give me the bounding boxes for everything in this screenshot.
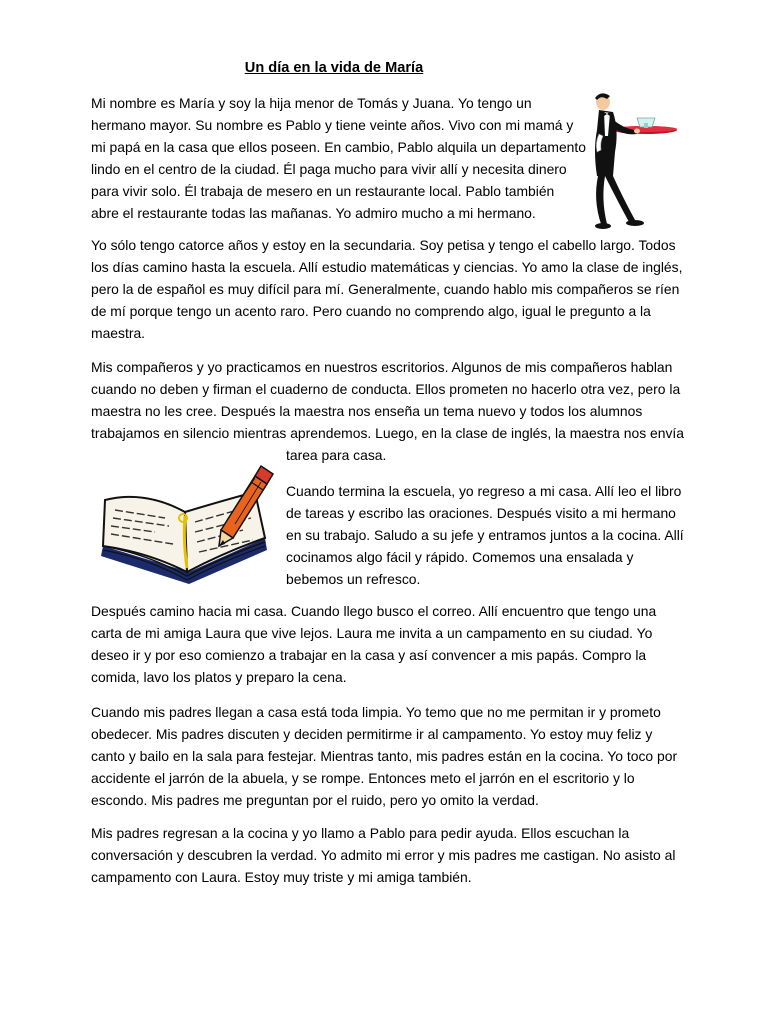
text-line: cuando no deben y firman el cuaderno de conducta. Ellos prometen no hacerlo otra vez, pero la xyxy=(91,381,681,397)
text-line: Mi nombre es María y soy la hija menor de Tomás y Juana. Yo tengo un xyxy=(91,95,532,111)
paragraph-3 xyxy=(91,356,684,466)
text-line: pero la de español es muy difícil para mí. Generalmente, cuando hablo mis compañeros se ríen xyxy=(91,281,680,297)
text-line: abre el restaurante todas las mañanas. Yo admiro mucho a mi hermano. xyxy=(91,205,536,221)
text-line: obedecer. Mis padres discuten y deciden permitirme ir al campamento. Yo estoy muy feliz y xyxy=(91,726,653,742)
paragraph-6 xyxy=(91,701,677,811)
paragraph-7 xyxy=(91,822,675,888)
text-line: Mis padres regresan a la cocina y yo llamo a Pablo para pedir ayuda. Ellos escuchan la xyxy=(91,825,630,841)
text-line: accidente el jarrón de la abuela, y se rompe. Entonces meto el jarrón en el escritorio y lo xyxy=(91,770,635,786)
text-line: hermano mayor. Su nombre es Pablo y tiene veinte años. Vivo con mi mamá y xyxy=(91,117,574,133)
text-line: deseo ir y por eso comienzo a trabajar en la casa y así convencer a mis papás. Compro la xyxy=(91,647,647,663)
waiter-illustration xyxy=(585,90,680,238)
text-line: Después camino hacia mi casa. Cuando llego busco el correo. Allí encuentro que tengo una xyxy=(91,603,657,619)
text-line: de tareas y escribo las oraciones. Después visito a mi hermano xyxy=(286,505,676,521)
book-pencil-illustration xyxy=(95,460,275,590)
text-line: bebemos un refresco. xyxy=(286,571,421,587)
text-line: mi papá en la casa que ellos poseen. En cambio, Pablo alquila un departamento xyxy=(91,139,586,155)
text-line: trabajamos en silencio mientras aprendemos. Luego, en la clase de inglés, la maestra nos envía xyxy=(91,425,685,441)
text-line: Cuando termina la escuela, yo regreso a mi casa. Allí leo el libro xyxy=(286,483,682,499)
text-line: los días camino hasta la escuela. Allí estudio matemáticas y ciencias. Yo amo la clase de inglés, xyxy=(91,259,683,275)
paragraph-5 xyxy=(91,600,656,688)
text-line: tarea para casa. xyxy=(286,447,387,463)
text-line: Cuando mis padres llegan a casa está toda limpia. Yo temo que no me permitan ir y prometo xyxy=(91,704,661,720)
page-title: Un día en la vida de María xyxy=(244,60,424,76)
text-line: lindo en el centro de la ciudad. Él paga mucho para vivir allí y necesita dinero xyxy=(91,161,567,177)
text-line: conversación y descubren la verdad. Yo admito mi error y mis padres me castigan. No asisto al xyxy=(91,847,676,863)
text-line: maestra. xyxy=(91,325,146,341)
paragraph-1 xyxy=(91,92,586,224)
text-line: escondo. Mis padres me preguntan por el ruido, pero yo omito la verdad. xyxy=(91,792,539,808)
text-line: Mis compañeros y yo practicamos en nuestros escritorios. Algunos de mis compañeros hablan xyxy=(91,359,673,375)
text-line: carta de mi amiga Laura que vive lejos. Laura me invita a un campamento en su ciudad. Yo xyxy=(91,625,653,641)
text-line: de mí porque tengo un acento raro. Pero cuando no comprendo algo, igual le pregunto a la xyxy=(91,303,651,319)
paragraph-2 xyxy=(91,234,682,344)
paragraph-4 xyxy=(286,480,684,590)
text-line: en su trabajo. Saludo a su jefe y entramos juntos a la cocina. Allí xyxy=(286,527,684,543)
text-line: maestra no les cree. Después la maestra nos enseña un tema nuevo y todos los alumnos xyxy=(91,403,643,419)
text-line: cocinamos algo fácil y rápido. Comemos una ensalada y xyxy=(286,549,634,565)
text-line: Yo sólo tengo catorce años y estoy en la secundaria. Soy petisa y tengo el cabello largo. Todos xyxy=(91,237,676,253)
text-line: canto y bailo en la sala para festejar. Mientras tanto, mis padres están en la cocina. Yo toco por xyxy=(91,748,678,764)
text-line: para vivir solo. Él trabaja de mesero en un restaurante local. Pablo también xyxy=(91,183,555,199)
text-line: comida, lavo los platos y preparo la cena. xyxy=(91,669,347,685)
text-line: campamento con Laura. Estoy muy triste y mi amiga también. xyxy=(91,869,472,885)
